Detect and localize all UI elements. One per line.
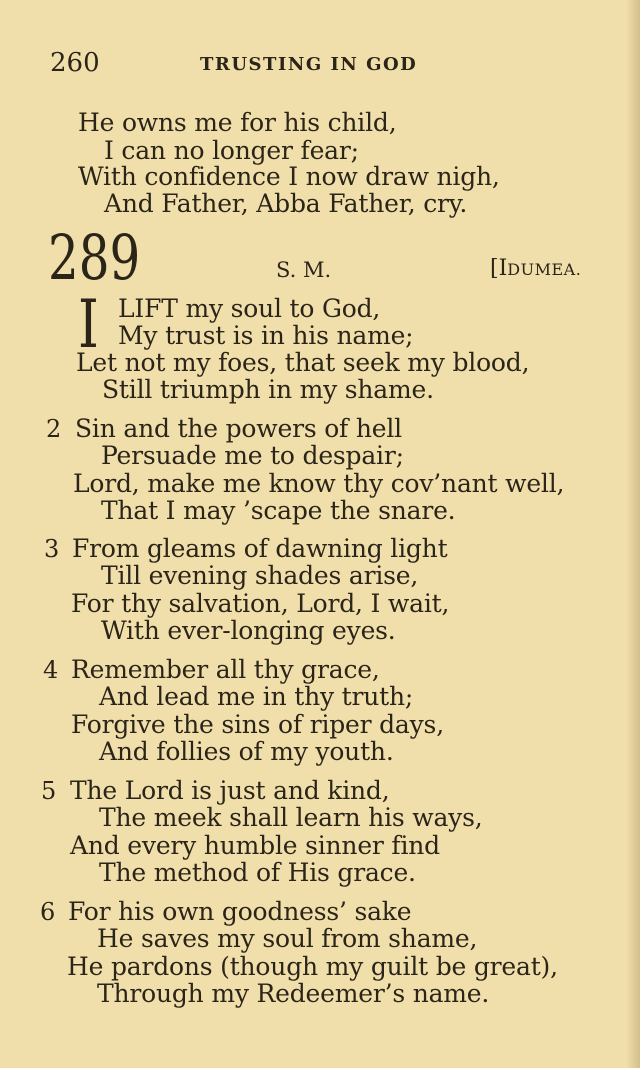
tune-name [490, 256, 581, 281]
stanza-number: 6 [40, 898, 56, 926]
verse-line: Still triumph in my shame. [102, 375, 434, 404]
running-title: TRUSTING IN GOD [200, 54, 418, 75]
verse-line: The meek shall learn his ways, [99, 803, 483, 832]
verse-line: The Lord is just and kind, [70, 776, 390, 805]
verse-line: Forgive the sins of riper days, [71, 710, 444, 739]
drop-cap: I [78, 286, 99, 363]
verse-line: He owns me for his child, [78, 108, 397, 137]
verse-line: From gleams of dawning light [72, 534, 448, 563]
verse-line: And follies of my youth. [99, 737, 394, 766]
verse-line: Sin and the powers of hell [75, 414, 402, 443]
verse-line: For thy salvation, Lord, I wait, [71, 589, 450, 618]
verse-line: I can no longer fear; [104, 136, 359, 165]
tune-name-initial: [I [490, 256, 508, 281]
verse-line: He pardons (though my guilt be great), [67, 952, 558, 981]
verse-line: And lead me in thy truth; [99, 682, 414, 711]
page-number: 260 [50, 48, 100, 78]
page-edge-shadow [626, 0, 640, 1068]
stanza-number: 2 [46, 415, 62, 443]
stanza-number: 3 [44, 535, 60, 563]
verse-line: For his own goodness’ sake [68, 897, 412, 926]
tune-name-rest: DUMEA. [507, 260, 582, 279]
verse-line: That I may ’scape the snare. [101, 496, 456, 525]
running-header [50, 48, 610, 82]
verse-line: Through my Redeemer’s name. [97, 979, 490, 1008]
verse-line: With confidence I now draw nigh, [78, 162, 500, 191]
verse-line: The method of His grace. [99, 858, 416, 887]
verse-line: Let not my foes, that seek my blood, [76, 348, 530, 377]
verse-line: Till evening shades arise, [101, 561, 419, 590]
verse-line: Remember all thy grace, [71, 655, 380, 684]
verse-line: And Father, Abba Father, cry. [104, 189, 468, 218]
verse-line: LIFT my soul to God, [118, 294, 381, 323]
verse-line: With ever-longing eyes. [101, 616, 396, 645]
verse-line: He saves my soul from shame, [97, 924, 478, 953]
hymn-number: 289 [48, 221, 141, 294]
verse-line: And every humble sinner find [70, 831, 440, 860]
verse-line: My trust is in his name; [118, 321, 414, 350]
stanza-number: 4 [43, 656, 59, 684]
verse-line: Persuade me to despair; [101, 441, 404, 470]
stanza-number: 5 [41, 777, 57, 805]
hymn-meter: S. M. [276, 258, 332, 282]
verse-line: Lord, make me know thy cov’nant well, [73, 469, 565, 498]
